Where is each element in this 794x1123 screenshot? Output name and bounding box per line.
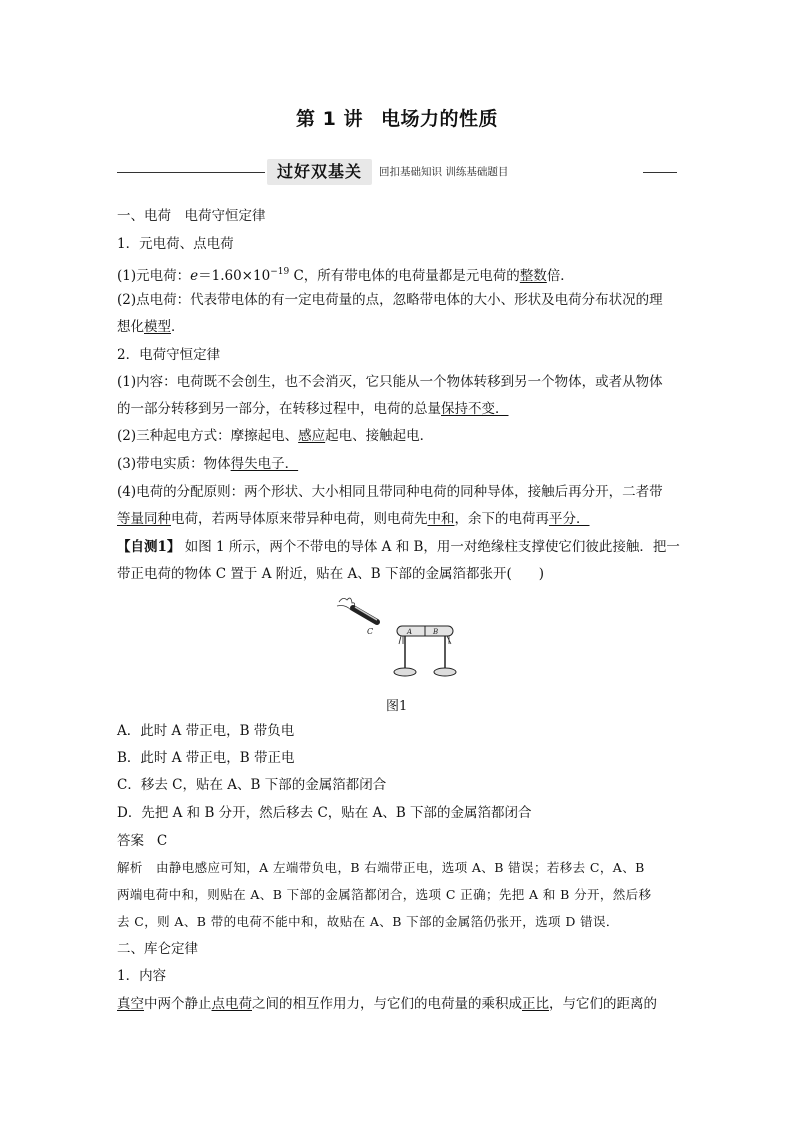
lecture-number: 第 1 讲 — [296, 108, 363, 130]
paragraph-line: 真空中两个静止点电荷之间的相互作用力，与它们的电荷量的乘积成正比，与它们的距离的 — [117, 996, 657, 1012]
option-c: C．移去 C，贴在 A、B 下部的金属箔都闭合 — [117, 777, 387, 793]
figure-caption: 图1 — [386, 699, 408, 714]
banner-rule-right — [643, 172, 677, 173]
paragraph-line: 想化模型． — [117, 319, 185, 335]
question-tag: 【自测1】 — [117, 539, 181, 555]
section-heading-2: 二、库仑定律 — [117, 941, 198, 957]
figure-conductors — [325, 594, 465, 684]
answer-line — [117, 832, 687, 850]
option-a: A．此时 A 带正电，B 带负电 — [117, 723, 295, 739]
answer-value: C — [156, 833, 168, 849]
option-b: B．此时 A 带正电，B 带正电 — [117, 750, 295, 766]
page-title — [0, 104, 794, 131]
base-left — [394, 668, 416, 676]
analysis-label: 解析 — [117, 860, 143, 875]
section-heading-1: 一、电荷 电荷守恒定律 — [117, 208, 266, 224]
paragraph-line: (3)带电实质：物体得失电子． — [117, 456, 299, 472]
answer-label: 答案 — [117, 833, 144, 849]
paragraph-line: (2)点电荷：代表带电体的有一定电荷量的点，忽略带电体的大小、形状及电荷分布状况的理 — [117, 292, 663, 308]
paragraph-line: (4)电荷的分配原则：两个形状、大小相同且带同种电荷的同种导体，接触后再分开，二者带 — [117, 484, 663, 500]
option-d: D．先把 A 和 B 分开，然后移去 C，贴在 A、B 下部的金属箔都闭合 — [117, 805, 532, 821]
banner-rule-left — [117, 172, 265, 173]
rod-c-icon — [337, 598, 377, 622]
subheading-3: 1．内容 — [117, 968, 167, 984]
base-right — [434, 668, 456, 676]
paragraph-line: (1)元电荷：$e=1.60\times 10^{-19}$ C，所有带电体的电荷量都是元电荷的整数倍． — [117, 267, 574, 284]
foil-left — [399, 636, 403, 644]
fig-label-a: A — [407, 628, 413, 636]
paragraph-line: (1)内容：电荷既不会创生，也不会消灭，它只能从一个物体转移到另一个物体，或者从物体 — [117, 374, 663, 390]
fig-label-b: B — [433, 628, 439, 636]
analysis-line: 去 C，则 A、B 带的电荷不能中和，故贴在 A、B 下部的金属箔仍张开，选项 D 错误． — [117, 914, 619, 929]
analysis-line: 解析 由静电感应可知，A 左端带负电，B 右端带正电，选项 A、B 错误；若移去 C，A、B — [117, 860, 645, 875]
analysis-line: 两端电荷中和，则贴在 A、B 下部的金属箔都闭合，选项 C 正确；先把 A 和 B 分开，然后移 — [117, 887, 652, 902]
subheading-2: 2．电荷守恒定律 — [117, 347, 221, 363]
paragraph-line: 的一部分转移到另一部分，在转移过程中，电荷的总量保持不变． — [117, 401, 509, 417]
question-stem: 带正电荷的物体 C 置于 A 附近，贴在 A、B 下部的金属箔都张开( ) — [117, 566, 545, 582]
question-stem: 【自测1】 如图 1 所示，两个不带电的导体 A 和 B，用一对绝缘柱支撑使它们彼此接触．把一 — [117, 539, 680, 555]
section-banner — [117, 158, 677, 188]
banner-subtitle: 回扣基础知识 训练基础题目 — [379, 166, 509, 178]
foil-right — [447, 636, 451, 644]
lecture-topic: 电场力的性质 — [380, 108, 498, 130]
subheading-1: 1．元电荷、点电荷 — [117, 236, 234, 252]
paragraph-line: (2)三种起电方式：摩擦起电、感应起电、接触起电． — [117, 428, 434, 444]
fig-label-c: C — [367, 627, 374, 636]
paragraph-line: 等量同种电荷，若两导体原来带异种电荷，则电荷先中和，余下的电荷再平分． — [117, 511, 590, 527]
banner-badge: 过好双基关 — [267, 159, 372, 185]
